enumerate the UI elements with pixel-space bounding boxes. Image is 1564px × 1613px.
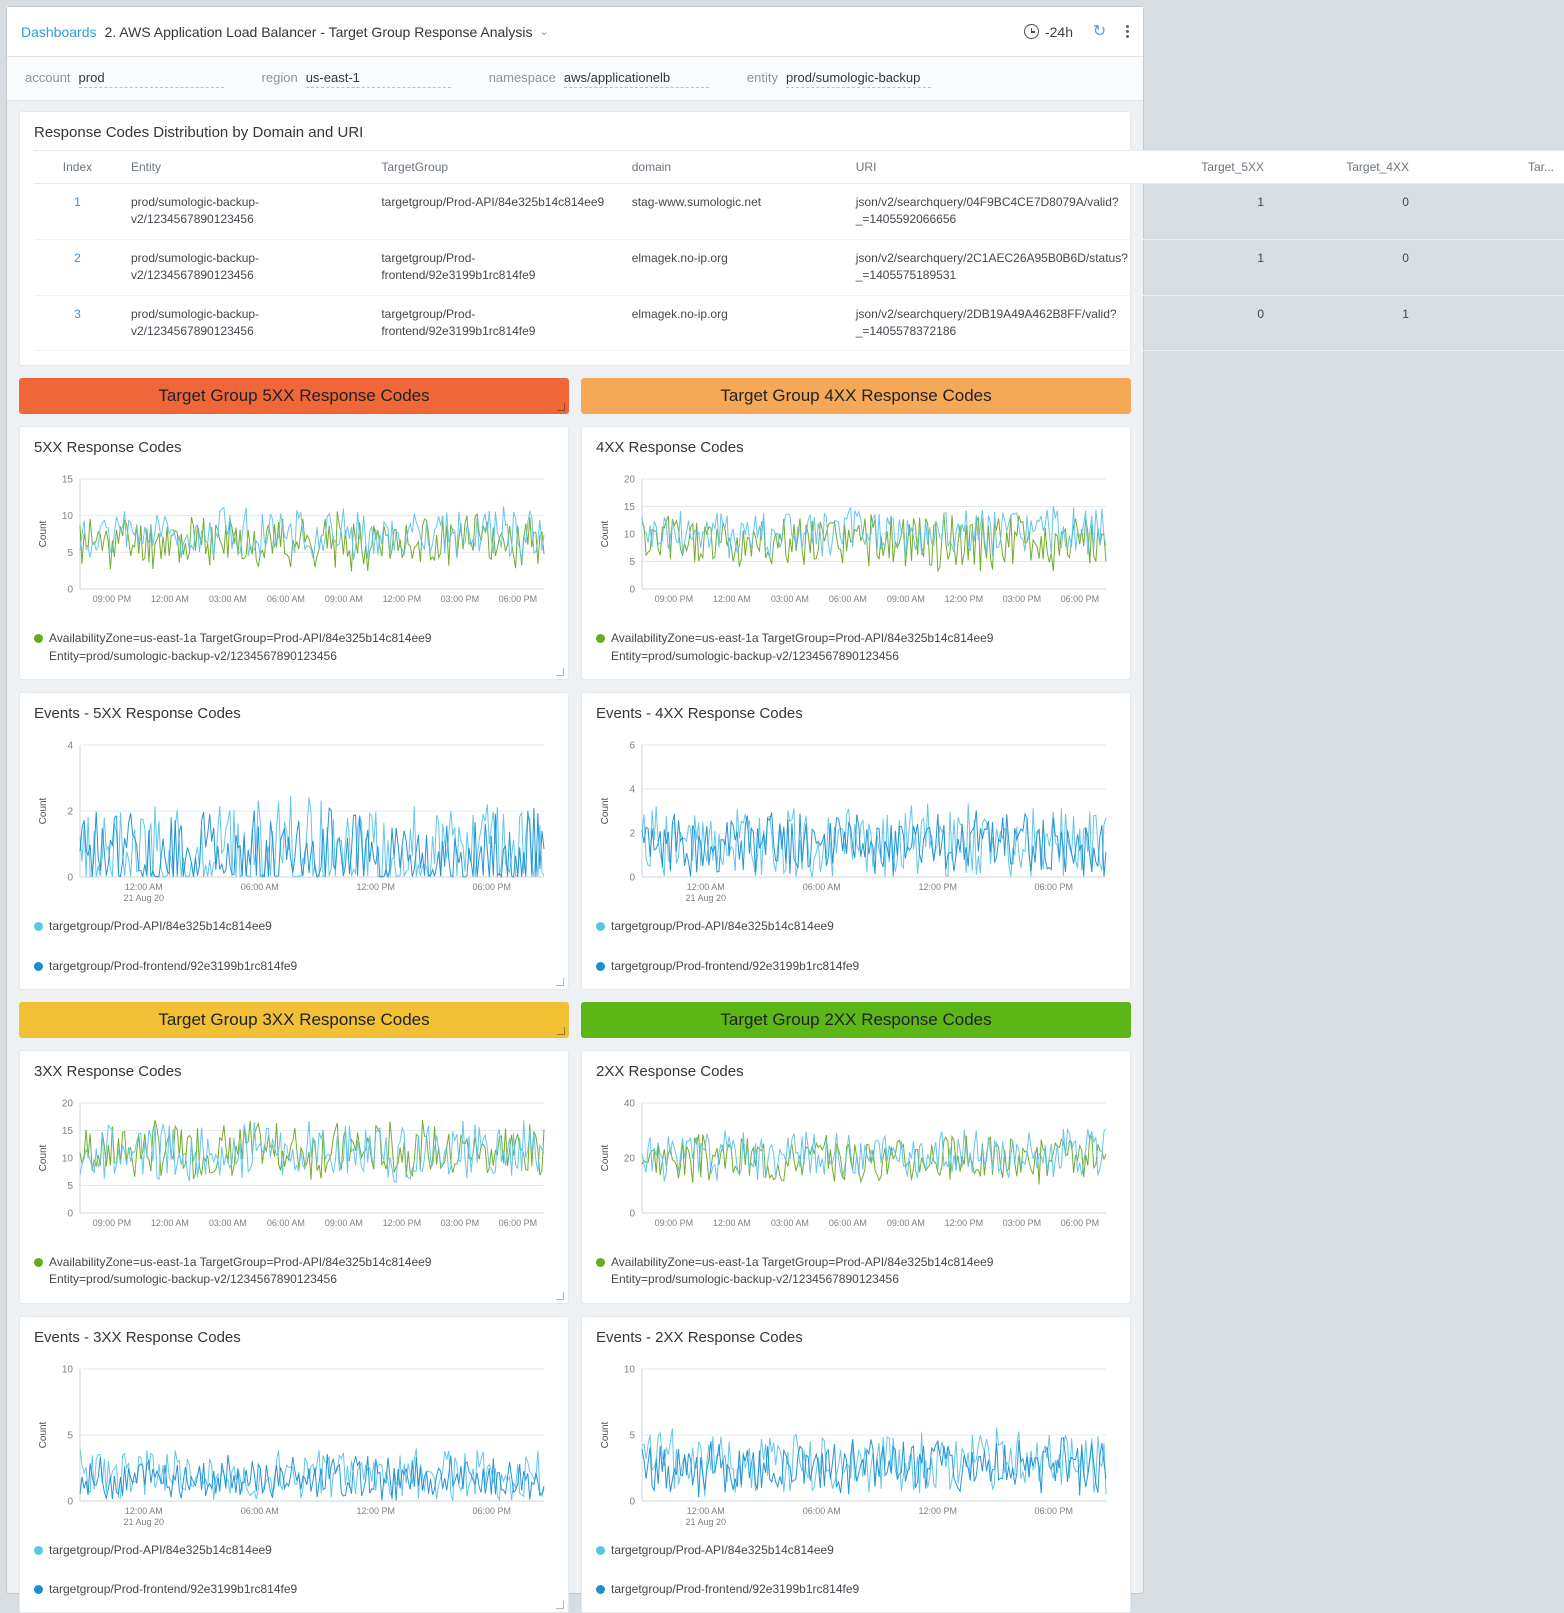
svg-text:06:00 PM: 06:00 PM xyxy=(498,594,538,605)
section-header-2xx[interactable] xyxy=(581,1002,1131,1038)
chart-4xx[interactable] xyxy=(582,465,1130,624)
legend-item[interactable] xyxy=(596,1542,834,1559)
events-5xx-svg xyxy=(34,735,554,907)
panel-events-3xx xyxy=(19,1316,569,1613)
legend-item[interactable] xyxy=(596,1581,859,1598)
resize-handle[interactable] xyxy=(556,1601,564,1609)
legend-item[interactable] xyxy=(34,1581,297,1598)
cell-index: 3 xyxy=(34,295,121,351)
svg-text:09:00 AM: 09:00 AM xyxy=(324,1217,363,1228)
svg-text:12:00 AM: 12:00 AM xyxy=(686,882,725,893)
chart-5xx-svg xyxy=(34,469,554,619)
col-target-4xx[interactable]: Target_4XX xyxy=(1274,151,1419,184)
svg-text:15: 15 xyxy=(61,1125,73,1137)
section-header-4xx-label: Target Group 4XX Response Codes xyxy=(720,386,992,406)
legend-label: AvailabilityZone=us-east-1a TargetGroup=Prod-API/84e325b14c814ee9 Entity=prod/sumologic-backup-v2/1234567890123456 xyxy=(611,631,994,663)
cell-entity: prod/sumologic-backup-v2/1234567890123456 xyxy=(121,239,371,295)
legend-label: targetgroup/Prod-API/84e325b14c814ee9 xyxy=(611,919,834,934)
svg-text:15: 15 xyxy=(623,502,635,514)
resize-handle[interactable] xyxy=(557,403,565,411)
legend-2xx xyxy=(582,1248,1130,1293)
section-header-3xx-label: Target Group 3XX Response Codes xyxy=(158,1009,430,1029)
panel-3xx-response-codes xyxy=(19,1050,569,1304)
cell-target-4xx: 0 xyxy=(1274,239,1419,295)
svg-text:09:00 PM: 09:00 PM xyxy=(654,594,694,605)
legend-item[interactable] xyxy=(596,918,834,935)
svg-text:0: 0 xyxy=(629,1496,635,1508)
cell-targetgroup: targetgroup/Prod-API/84e325b14c814ee9 xyxy=(371,184,621,240)
time-range-picker[interactable] xyxy=(1024,24,1073,40)
col-targetgroup[interactable]: TargetGroup xyxy=(371,151,621,184)
svg-text:5: 5 xyxy=(67,1180,73,1192)
panel-response-codes-table xyxy=(19,111,1554,366)
response-codes-table xyxy=(34,150,1564,351)
svg-text:12:00 AM: 12:00 AM xyxy=(150,1217,189,1228)
svg-text:12:00 AM: 12:00 AM xyxy=(686,1505,725,1516)
col-target-5xx[interactable]: Target_5XX xyxy=(1129,151,1274,184)
legend-label: targetgroup/Prod-frontend/92e3199b1rc814fe9 xyxy=(49,958,298,973)
cell-target-5xx: 1 xyxy=(1129,184,1274,240)
svg-text:10: 10 xyxy=(61,1153,73,1165)
svg-text:06:00 AM: 06:00 AM xyxy=(802,882,841,893)
svg-text:03:00 AM: 03:00 AM xyxy=(770,1217,809,1228)
filter-namespace-label: namespace xyxy=(488,69,556,85)
svg-text:Count: Count xyxy=(38,797,49,825)
svg-text:10: 10 xyxy=(61,1364,73,1376)
svg-text:06:00 PM: 06:00 PM xyxy=(498,1217,538,1228)
table-scroll-region[interactable] xyxy=(20,150,1554,365)
filter-bar xyxy=(7,57,1143,101)
section-headers-row-2 xyxy=(19,1002,1131,1038)
svg-text:12:00 PM: 12:00 PM xyxy=(382,1217,422,1228)
svg-text:Count: Count xyxy=(38,1421,49,1449)
svg-text:0: 0 xyxy=(629,872,635,884)
col-target-next[interactable]: Tar... xyxy=(1419,151,1564,184)
svg-text:21 Aug 20: 21 Aug 20 xyxy=(123,893,165,904)
section-header-2xx-label: Target Group 2XX Response Codes xyxy=(720,1009,992,1029)
events-3xx-svg xyxy=(34,1359,554,1531)
chevron-down-icon[interactable]: ⌄ xyxy=(539,26,549,38)
section-header-5xx[interactable] xyxy=(19,378,569,414)
svg-text:12:00 PM: 12:00 PM xyxy=(356,882,396,893)
svg-text:15: 15 xyxy=(61,474,73,486)
refresh-icon[interactable]: ↻ xyxy=(1092,23,1107,40)
legend-label: targetgroup/Prod-frontend/92e3199b1rc814fe9 xyxy=(611,1582,860,1597)
table-row[interactable] xyxy=(34,295,1564,351)
cell-domain: elmagek.no-ip.org xyxy=(622,295,846,351)
svg-text:03:00 AM: 03:00 AM xyxy=(208,1217,247,1228)
legend-color-dot xyxy=(596,1258,605,1267)
chart-row-3 xyxy=(19,1050,1131,1304)
svg-text:09:00 AM: 09:00 AM xyxy=(886,1217,925,1228)
svg-text:06:00 AM: 06:00 AM xyxy=(828,1217,867,1228)
filter-region-value[interactable]: us-east-1 xyxy=(306,70,451,88)
svg-text:4: 4 xyxy=(67,740,73,752)
svg-text:12:00 AM: 12:00 AM xyxy=(712,1217,751,1228)
svg-text:12:00 AM: 12:00 AM xyxy=(124,1505,163,1516)
col-index[interactable]: Index xyxy=(34,151,121,184)
svg-text:0: 0 xyxy=(629,1208,635,1220)
svg-text:06:00 PM: 06:00 PM xyxy=(472,1505,512,1516)
legend-color-dot xyxy=(34,634,43,643)
filter-namespace[interactable] xyxy=(489,70,709,88)
svg-text:2: 2 xyxy=(67,806,73,818)
svg-text:21 Aug 20: 21 Aug 20 xyxy=(685,1516,727,1527)
filter-account-label: account xyxy=(25,69,71,85)
panel-title-events-3xx: Events - 3XX Response Codes xyxy=(34,1328,241,1346)
filter-entity[interactable] xyxy=(747,70,931,88)
section-header-4xx[interactable] xyxy=(581,378,1131,414)
chart-3xx-svg xyxy=(34,1093,554,1243)
legend-label: targetgroup/Prod-frontend/92e3199b1rc814fe9 xyxy=(49,1582,298,1597)
svg-text:06:00 PM: 06:00 PM xyxy=(1034,882,1074,893)
svg-text:12:00 PM: 12:00 PM xyxy=(918,1505,958,1516)
table-row[interactable] xyxy=(34,239,1564,295)
legend-events-2xx xyxy=(582,1536,1130,1603)
legend-color-dot xyxy=(34,1258,43,1267)
legend-color-dot xyxy=(34,962,43,971)
chart-2xx[interactable] xyxy=(582,1089,1130,1248)
svg-text:03:00 PM: 03:00 PM xyxy=(440,1217,480,1228)
svg-text:09:00 PM: 09:00 PM xyxy=(92,1217,132,1228)
time-range-label: -24h xyxy=(1044,23,1073,40)
legend-3xx xyxy=(20,1248,568,1293)
dashboard-window xyxy=(6,6,1554,1597)
cell-entity: prod/sumologic-backup-v2/1234567890123456 xyxy=(121,295,371,351)
cell-target-5xx: 1 xyxy=(1129,239,1274,295)
cell-targetgroup: targetgroup/Prod-frontend/92e3199b1rc814fe9 xyxy=(371,239,621,295)
svg-text:03:00 PM: 03:00 PM xyxy=(440,594,480,605)
chart-row-1 xyxy=(19,426,1131,680)
svg-text:06:00 PM: 06:00 PM xyxy=(472,882,512,893)
dashboard-body xyxy=(7,101,1554,1613)
cell-target-next xyxy=(1419,295,1564,351)
svg-text:12:00 PM: 12:00 PM xyxy=(918,882,958,893)
svg-text:06:00 AM: 06:00 AM xyxy=(802,1505,841,1516)
cell-uri: json/v2/searchquery/04F9BC4CE7D8079A/valid?_=1405592066656 xyxy=(846,184,1129,240)
chart-row-4 xyxy=(19,1316,1131,1613)
svg-text:Count: Count xyxy=(38,521,49,548)
events-4xx-svg xyxy=(596,735,1116,907)
legend-color-dot xyxy=(34,922,43,931)
svg-text:0: 0 xyxy=(67,872,73,884)
filter-account-value[interactable]: prod xyxy=(79,70,224,88)
cell-domain: stag-www.sumologic.net xyxy=(622,184,846,240)
legend-label: targetgroup/Prod-API/84e325b14c814ee9 xyxy=(611,1542,834,1557)
svg-text:06:00 AM: 06:00 AM xyxy=(266,1217,305,1228)
svg-text:10: 10 xyxy=(623,1364,635,1376)
svg-text:Count: Count xyxy=(600,1421,611,1449)
chart-5xx[interactable] xyxy=(20,465,568,624)
svg-text:12:00 PM: 12:00 PM xyxy=(944,1217,984,1228)
legend-events-5xx xyxy=(20,912,568,979)
svg-text:Count: Count xyxy=(38,1144,49,1172)
panel-title-events-5xx: Events - 5XX Response Codes xyxy=(34,705,241,723)
top-bar-actions xyxy=(1024,23,1129,40)
svg-text:0: 0 xyxy=(67,1496,73,1508)
svg-text:0: 0 xyxy=(67,1208,73,1220)
svg-text:06:00 AM: 06:00 AM xyxy=(240,882,279,893)
cell-domain: elmagek.no-ip.org xyxy=(622,239,846,295)
legend-color-dot xyxy=(596,634,605,643)
chart-4xx-svg xyxy=(596,469,1116,619)
cell-target-next xyxy=(1419,184,1564,240)
svg-text:Count: Count xyxy=(600,797,611,825)
panel-events-2xx xyxy=(581,1316,1131,1613)
panel-title-4xx: 4XX Response Codes xyxy=(596,439,744,457)
svg-text:0: 0 xyxy=(67,584,73,596)
filter-region[interactable] xyxy=(262,70,451,88)
svg-text:03:00 AM: 03:00 AM xyxy=(770,594,809,605)
svg-text:09:00 PM: 09:00 PM xyxy=(654,1217,694,1228)
legend-label: targetgroup/Prod-API/84e325b14c814ee9 xyxy=(49,919,272,934)
panel-4xx-response-codes xyxy=(581,426,1131,680)
svg-text:21 Aug 20: 21 Aug 20 xyxy=(685,893,727,904)
svg-text:5: 5 xyxy=(629,1430,635,1442)
legend-item[interactable] xyxy=(34,630,554,665)
svg-text:12:00 PM: 12:00 PM xyxy=(356,1505,396,1516)
panel-title-3xx: 3XX Response Codes xyxy=(34,1062,182,1080)
svg-text:06:00 AM: 06:00 AM xyxy=(828,594,867,605)
svg-text:09:00 AM: 09:00 AM xyxy=(324,594,363,605)
events-5xx[interactable] xyxy=(20,731,568,912)
panel-events-4xx xyxy=(581,692,1131,990)
panel-5xx-response-codes xyxy=(19,426,569,680)
legend-color-dot xyxy=(596,1585,605,1594)
legend-item[interactable] xyxy=(596,958,859,975)
svg-text:03:00 AM: 03:00 AM xyxy=(208,594,247,605)
legend-color-dot xyxy=(34,1546,43,1555)
svg-text:21 Aug 20: 21 Aug 20 xyxy=(123,1516,165,1527)
chart-3xx[interactable] xyxy=(20,1089,568,1248)
svg-text:Count: Count xyxy=(600,1144,611,1172)
svg-text:6: 6 xyxy=(629,740,635,752)
panel-title-5xx: 5XX Response Codes xyxy=(34,439,182,457)
svg-text:Count: Count xyxy=(600,521,611,548)
events-4xx[interactable] xyxy=(582,731,1130,912)
cell-index: 1 xyxy=(34,184,121,240)
cell-index: 2 xyxy=(34,239,121,295)
filter-account[interactable] xyxy=(25,70,224,88)
table-header-row xyxy=(34,151,1564,184)
svg-text:12:00 AM: 12:00 AM xyxy=(712,594,751,605)
filter-region-label: region xyxy=(261,69,298,85)
svg-text:03:00 PM: 03:00 PM xyxy=(1002,594,1042,605)
legend-item[interactable] xyxy=(34,1254,554,1289)
legend-4xx xyxy=(582,624,1130,669)
panel-2xx-response-codes xyxy=(581,1050,1131,1304)
filter-entity-label: entity xyxy=(746,69,778,85)
legend-5xx xyxy=(20,624,568,669)
chart-row-2 xyxy=(19,692,1131,990)
legend-color-dot xyxy=(34,1585,43,1594)
svg-text:09:00 PM: 09:00 PM xyxy=(92,594,132,605)
cell-target-4xx: 0 xyxy=(1274,184,1419,240)
legend-item[interactable] xyxy=(596,630,1116,665)
cell-uri: json/v2/searchquery/2DB19A49A462B8FF/valid?_=1405578372186 xyxy=(846,295,1129,351)
svg-text:06:00 PM: 06:00 PM xyxy=(1060,594,1100,605)
cell-target-4xx: 1 xyxy=(1274,295,1419,351)
table-row[interactable] xyxy=(34,184,1564,240)
svg-text:4: 4 xyxy=(629,784,635,796)
legend-events-3xx xyxy=(20,1536,568,1603)
cell-target-next xyxy=(1419,239,1564,295)
panel-title-2xx: 2XX Response Codes xyxy=(596,1062,744,1080)
svg-text:12:00 PM: 12:00 PM xyxy=(382,594,422,605)
svg-text:20: 20 xyxy=(623,474,635,486)
resize-handle[interactable] xyxy=(556,668,564,676)
filter-entity-value[interactable]: prod/sumologic-backup xyxy=(786,70,931,88)
svg-text:12:00 AM: 12:00 AM xyxy=(124,882,163,893)
svg-text:20: 20 xyxy=(623,1153,635,1165)
svg-text:20: 20 xyxy=(61,1098,73,1110)
breadcrumb-dashboards[interactable]: Dashboards xyxy=(21,23,97,40)
svg-text:5: 5 xyxy=(67,1430,73,1442)
legend-color-dot xyxy=(596,922,605,931)
panel-title-events-4xx: Events - 4XX Response Codes xyxy=(596,705,803,723)
col-entity[interactable]: Entity xyxy=(121,151,371,184)
svg-text:10: 10 xyxy=(61,511,73,523)
cell-uri: json/v2/searchquery/2C1AEC26A95B0B6D/status?_=1405575189531 xyxy=(846,239,1129,295)
legend-label: AvailabilityZone=us-east-1a TargetGroup=Prod-API/84e325b14c814ee9 Entity=prod/sumologic-backup-v2/1234567890123456 xyxy=(49,631,432,663)
filter-namespace-value[interactable]: aws/applicationelb xyxy=(564,70,709,88)
chart-2xx-svg xyxy=(596,1093,1116,1243)
legend-color-dot xyxy=(596,962,605,971)
svg-text:40: 40 xyxy=(623,1098,635,1110)
resize-handle[interactable] xyxy=(556,978,564,986)
clock-icon xyxy=(1024,24,1039,39)
section-header-5xx-label: Target Group 5XX Response Codes xyxy=(158,386,430,406)
svg-text:5: 5 xyxy=(67,548,73,560)
cell-entity: prod/sumologic-backup-v2/1234567890123456 xyxy=(121,184,371,240)
svg-text:06:00 PM: 06:00 PM xyxy=(1060,1217,1100,1228)
cell-target-5xx: 0 xyxy=(1129,295,1274,351)
legend-label: AvailabilityZone=us-east-1a TargetGroup=Prod-API/84e325b14c814ee9 Entity=prod/sumologic-backup-v2/1234567890123456 xyxy=(49,1254,432,1287)
legend-events-4xx xyxy=(582,912,1130,979)
events-2xx-svg xyxy=(596,1359,1116,1531)
legend-label: AvailabilityZone=us-east-1a TargetGroup=Prod-API/84e325b14c814ee9 Entity=prod/sumologic-backup-v2/1234567890123456 xyxy=(611,1254,994,1287)
svg-text:0: 0 xyxy=(629,584,635,596)
legend-item[interactable] xyxy=(34,958,297,975)
svg-text:10: 10 xyxy=(623,529,635,541)
cell-targetgroup: targetgroup/Prod-frontend/92e3199b1rc814fe9 xyxy=(371,295,621,351)
col-domain[interactable]: domain xyxy=(622,151,846,184)
svg-text:5: 5 xyxy=(629,557,635,569)
legend-item[interactable] xyxy=(34,1542,272,1559)
section-headers-row-1 xyxy=(19,378,1131,414)
legend-color-dot xyxy=(596,1546,605,1555)
legend-label: targetgroup/Prod-frontend/92e3199b1rc814fe9 xyxy=(611,958,860,973)
col-uri[interactable]: URI xyxy=(846,151,1129,184)
resize-handle[interactable] xyxy=(557,1027,565,1035)
panel-title-table: Response Codes Distribution by Domain and URI xyxy=(34,124,364,141)
legend-item[interactable] xyxy=(596,1254,1116,1289)
events-3xx[interactable] xyxy=(20,1355,568,1536)
panel-title-events-2xx: Events - 2XX Response Codes xyxy=(596,1328,803,1346)
svg-text:09:00 AM: 09:00 AM xyxy=(886,594,925,605)
svg-text:06:00 PM: 06:00 PM xyxy=(1034,1505,1074,1516)
svg-text:06:00 AM: 06:00 AM xyxy=(240,1505,279,1516)
svg-text:12:00 AM: 12:00 AM xyxy=(150,594,189,605)
svg-text:2: 2 xyxy=(629,828,635,840)
panel-events-5xx xyxy=(19,692,569,990)
legend-item[interactable] xyxy=(34,918,272,935)
legend-label: targetgroup/Prod-API/84e325b14c814ee9 xyxy=(49,1542,272,1557)
events-2xx[interactable] xyxy=(582,1355,1130,1536)
svg-text:12:00 PM: 12:00 PM xyxy=(944,594,984,605)
top-bar xyxy=(7,7,1143,57)
svg-text:03:00 PM: 03:00 PM xyxy=(1002,1217,1042,1228)
resize-handle[interactable] xyxy=(556,1292,564,1300)
page-title: 2. AWS Application Load Balancer - Target Group Response Analysis xyxy=(104,23,533,40)
svg-text:06:00 AM: 06:00 AM xyxy=(266,594,305,605)
section-header-3xx[interactable] xyxy=(19,1002,569,1038)
kebab-menu-icon[interactable] xyxy=(1126,23,1129,40)
